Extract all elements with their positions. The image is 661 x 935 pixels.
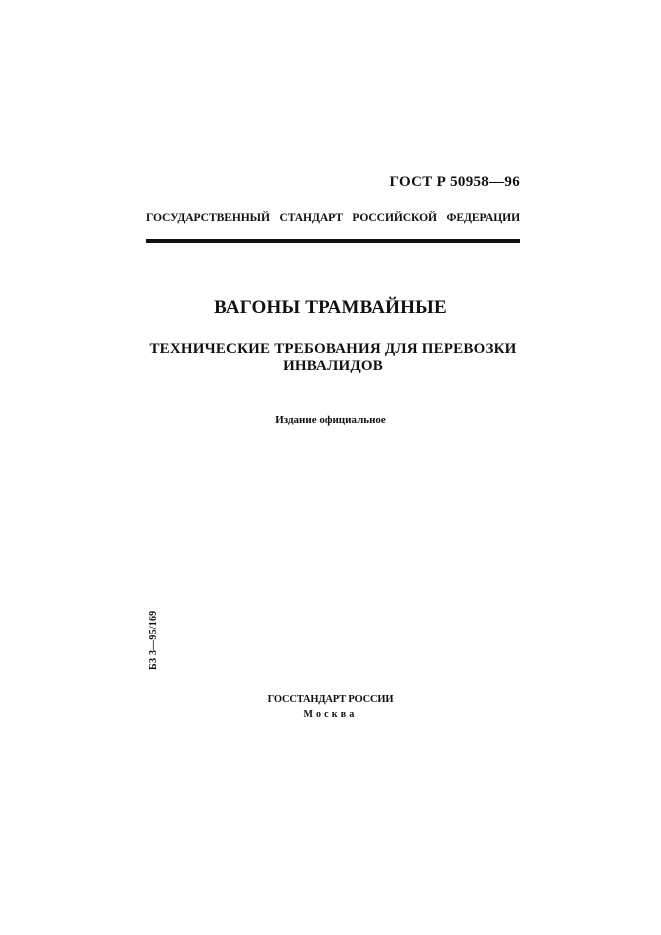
standard-title: ГОСУДАРСТВЕННЫЙ СТАНДАРТ РОССИЙСКОЙ ФЕДЕРАЦИИ: [146, 211, 520, 224]
publisher: ГОССТАНДАРТ РОССИИ: [267, 694, 394, 705]
side-code: БЗ 3—95/169: [148, 610, 159, 670]
edition-label: Издание официальное: [275, 414, 386, 426]
city: Москва: [303, 709, 358, 720]
document-code: ГОСТ Р 50958—96: [389, 174, 520, 190]
subtitle-line-2: ИНВАЛИДОВ: [283, 358, 383, 374]
subtitle: [100, 341, 566, 375]
header-rule: [146, 239, 520, 243]
main-title: ВАГОНЫ ТРАМВАЙНЫЕ: [214, 297, 447, 318]
subtitle-line-1: ТЕХНИЧЕСКИЕ ТРЕБОВАНИЯ ДЛЯ ПЕРЕВОЗКИ: [149, 341, 517, 357]
